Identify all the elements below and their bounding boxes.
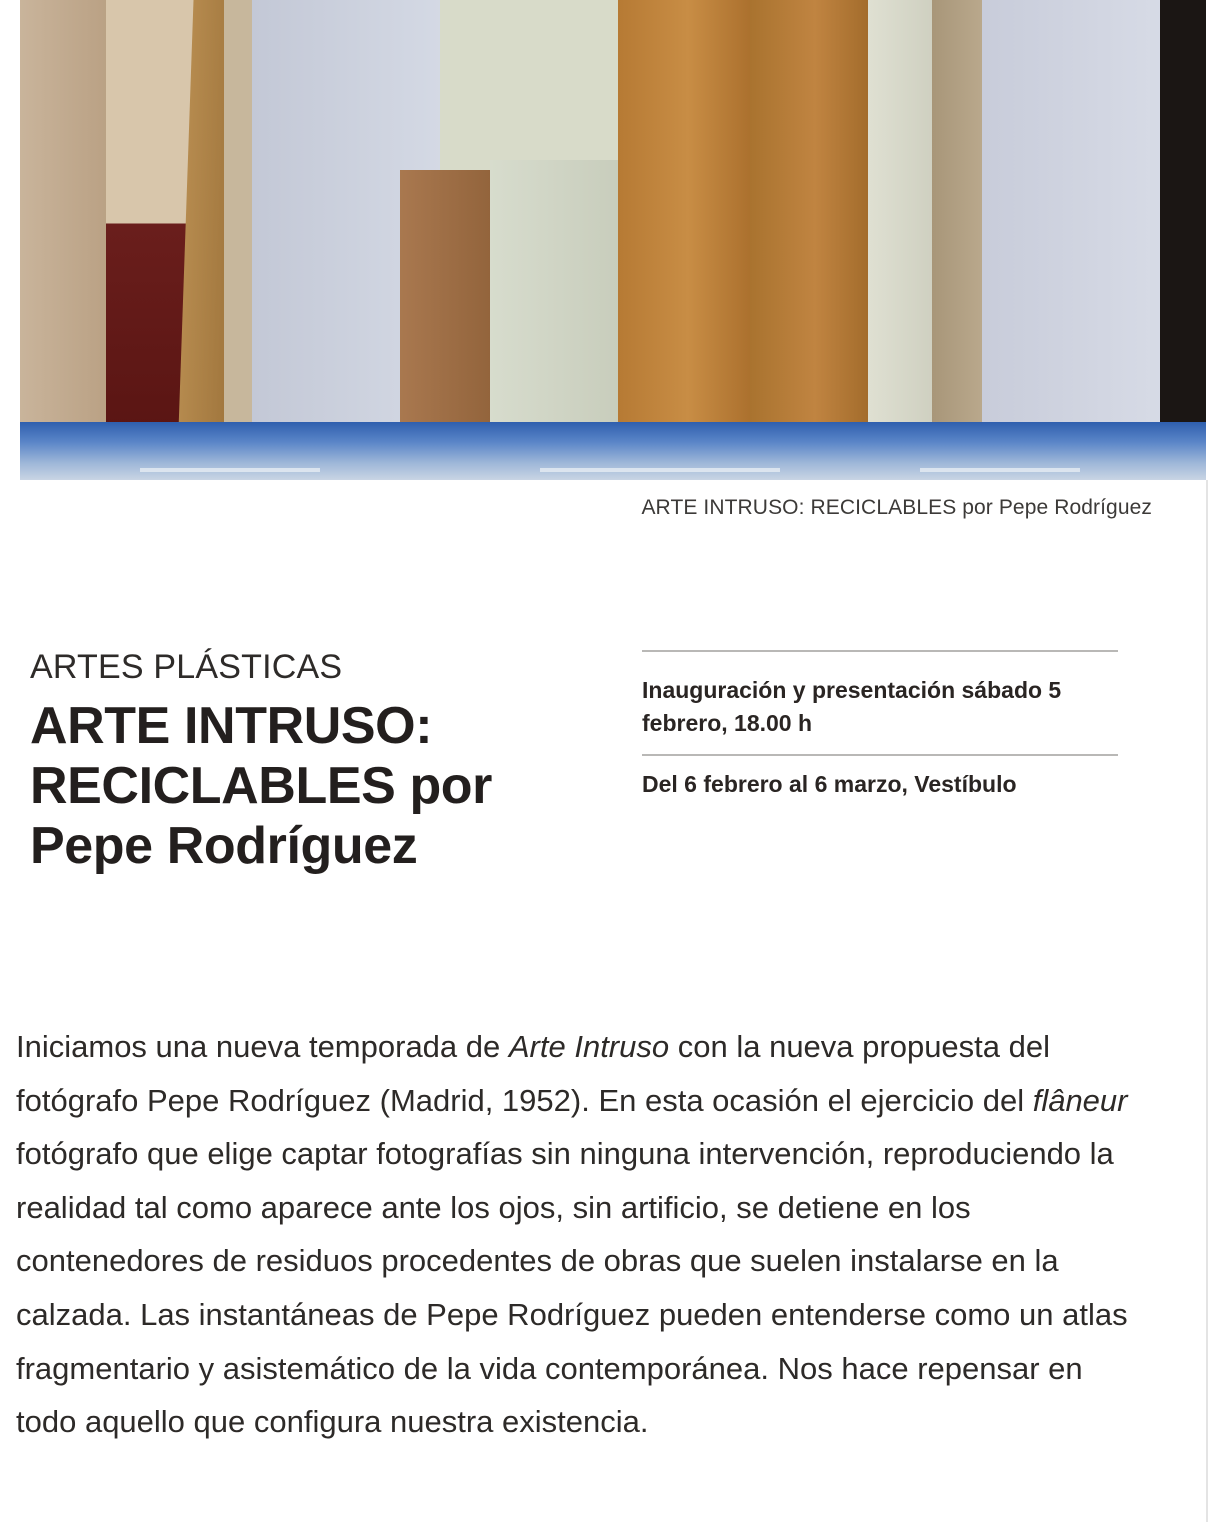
event-info: [642, 650, 1118, 801]
text-run: Iniciamos una nueva temporada de: [16, 1029, 509, 1064]
title-line-3: Pepe Rodríguez: [30, 817, 418, 875]
exhibition-photo: [20, 0, 1206, 480]
page-title: [30, 696, 610, 876]
description-paragraph: [16, 1020, 1136, 1449]
dates-info: Del 6 febrero al 6 marzo, Vestíbulo: [642, 771, 1017, 797]
section-label: ARTES PLÁSTICAS: [30, 648, 343, 686]
text-emphasis: Arte Intruso: [508, 1029, 670, 1064]
description: [16, 1020, 1136, 1449]
text-run: con la nueva propuesta del fotógrafo Pepe Rodríguez (Madrid, 1952). En esta ocasión el ejercicio del: [16, 1029, 1051, 1118]
opening-info: Inauguración y presentación sábado 5 febrero, 18.00 h: [642, 677, 1062, 736]
photo-caption: ARTE INTRUSO: RECICLABLES por Pepe Rodríguez: [641, 496, 1152, 519]
text-emphasis: flâneur: [1032, 1082, 1128, 1118]
title-line-2: [30, 756, 610, 816]
text-run: fotógrafo que elige captar fotografías sin ninguna intervención, reproduciendo la realidad tal como aparece ante los ojos, sin artificio, se detiene en los contenedores de residuos procedentes de obras que suelen instalarse en la calzada. Las instantáneas de Pepe Rodríguez pueden entenderse como un atlas fragmentario y asistemático de la vida contemporánea. Nos hace repensar en todo aquello que configura nuestra existencia.: [16, 1136, 1128, 1440]
title-line-2-main: RECICLABLES: [30, 757, 396, 815]
title-line-2-rest: por: [395, 757, 493, 815]
title-line-1: ARTE INTRUSO:: [30, 697, 433, 755]
page-edge: [1206, 480, 1208, 1522]
